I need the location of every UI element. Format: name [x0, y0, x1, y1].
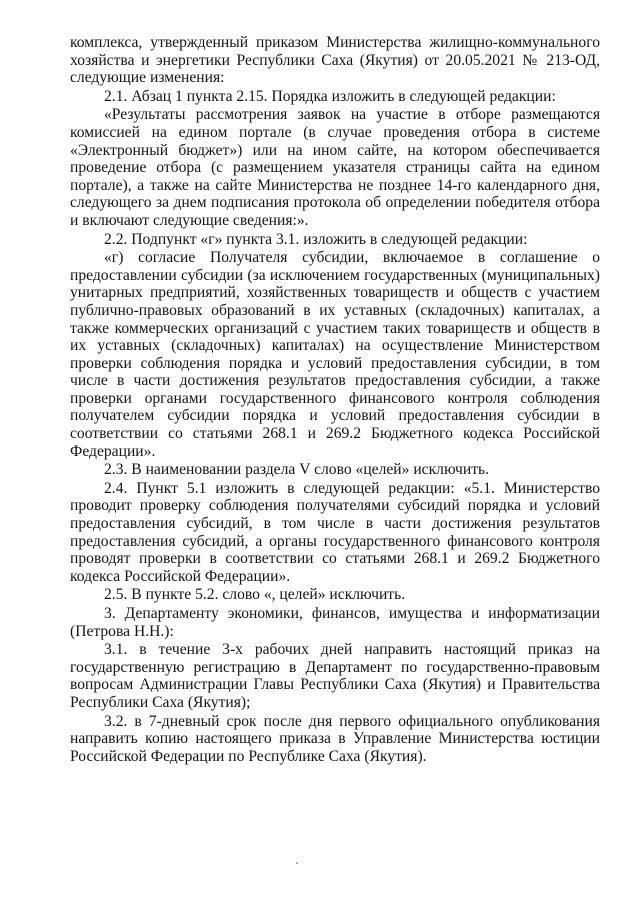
paragraph-item-3: 3. Департаменту экономики, финансов, имущества и информатизации (Петрова Н.Н.): — [70, 605, 600, 640]
paragraph-quote-consent: «г) согласие Получателя субсидии, включаемое в соглашение о предоставлении субсидии (за исключением государственных (муниципальных) унитарных предприятий, хозяйственных товариществ и обществ с участием публично-правовых образований в их уставных (складочных) капиталах, а также коммерческих организаций с участием таких товариществ и обществ в их уставных (складочных) капиталах) на осуществление Министерством проверки соблюдения порядка и условий предоставления субсидии, в том числе в части достижения результатов предоставления субсидии, а также проверки органами государственного финансового контроля соблюдения получателем субсидии порядка и условий предоставления субсидии в соответствии со статьями 268.1 и 269.2 Бюджетного кодекса Российской Федерации». — [70, 249, 600, 460]
document-body — [70, 34, 600, 765]
paragraph-quote-results: «Результаты рассмотрения заявок на участие в отборе размещаются комиссией на едином портале (в случае проведения отбора в системе «Электронный бюджет») или на ином сайте, на котором обеспечивается проведение отбора (с размещением указателя страницы сайта на едином портале), а также на сайте Министерства не позднее 14-го календарного дня, следующего за днем подписания протокола об определении победителя отбора и включают следующие сведения:». — [70, 106, 600, 229]
paragraph-item-2-5: 2.5. В пункте 5.2. слово «, целей» исключить. — [104, 586, 406, 604]
paragraph-item-2-4: 2.4. Пункт 5.1 изложить в следующей редакции: «5.1. Министерство проводит проверку соблюдения получателями субсидий порядка и условий предоставления субсидий, в том числе в части достижения результатов предоставления субсидий, а органы государственного финансового контроля проводят проверки в соответствии со статьями 268.1 и 269.2 Бюджетного кодекса Российской Федерации». — [70, 479, 600, 585]
paragraph-item-2-1: 2.1. Абзац 1 пункта 2.15. Порядка изложить в следующей редакции: — [104, 87, 556, 105]
paragraph-item-3-1: 3.1. в течение 3-х рабочих дней направить настоящий приказ на государственную регистрацию в Департамент по государственно-правовым вопросам Администрации Главы Республики Саха (Якутия) и Правительства Республики Саха (Якутия); — [70, 641, 600, 711]
paragraph-item-2-2: 2.2. Подпункт «г» пункта 3.1. изложить в следующей редакции: — [104, 230, 528, 248]
paragraph-item-2-3: 2.3. В наименовании раздела V слово «целей» исключить. — [104, 461, 490, 479]
scan-speck — [296, 862, 298, 864]
paragraph-continuation: комплекса, утвержденный приказом Министерства жилищно-коммунального хозяйства и энергетики Республики Саха (Якутия) от 20.05.2021 № 213-ОД, следующие изменения: — [70, 34, 600, 87]
paragraph-item-3-2: 3.2. в 7-дневный срок после дня первого официального опубликования направить копию настоящего приказа в Управление Министерства юстиции Российской Федерации по Республике Саха (Якутия). — [70, 712, 600, 765]
